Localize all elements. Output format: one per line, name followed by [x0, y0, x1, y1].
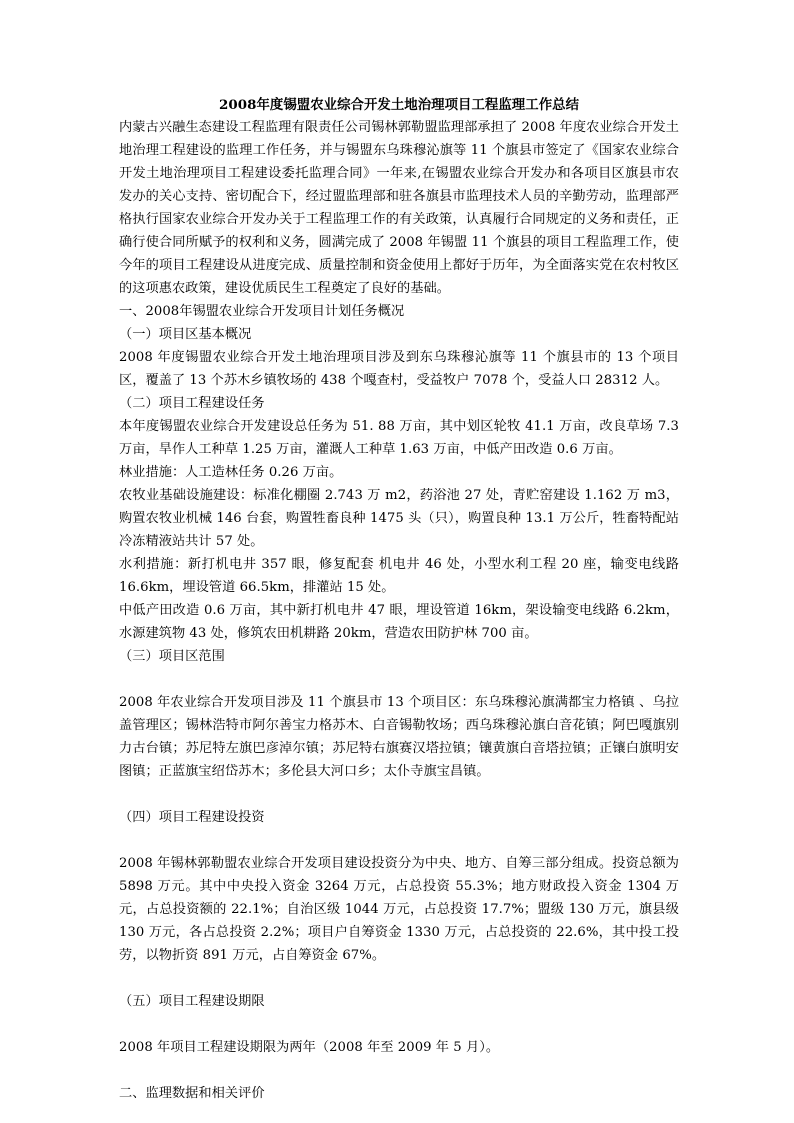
- spacer: [119, 1013, 679, 1036]
- document-title: 2008年度锡盟农业综合开发土地治理项目工程监理工作总结: [218, 97, 580, 113]
- section2-heading: 二、监理数据和相关评价: [119, 1086, 265, 1101]
- intro-paragraph: 内蒙古兴融生态建设工程监理有限责任公司锡林郭勒盟监理部承担了 2008 年度农业综合开发土地治理工程建设的监理工作任务，并与锡盟东乌珠穆沁旗等 11 个旗县市签定了《国家农业综合开发土地治理项目工程建设委托监理合同》一年来,在锡盟农业综合开发办和各项目区旗县市农发办的关心支持、密切配合下，经过盟监理部和驻各旗县市监理技术人员的辛勤劳动，监理部严格执行国家农业综合开发办关于工程监理工作的有关政策，认真履行合同规定的义务和责任，正确行使合同所赋予的权利和义务，圆满完成了 2008 年锡盟 11 个旗县的项目工程监理工作，使今年的项目工程建设从进度完成、质量控制和资金使用上都好于历年，为全面落实党在农村牧区的这项惠农政策，建设优质民生工程奠定了良好的基础。: [119, 120, 679, 296]
- spacer: [119, 829, 679, 852]
- lowfield-text: 中低产田改造 0.6 万亩，其中新打机电井 47 眼，埋设管道 16km，架设输变电线路 6.2km，水源建筑物 43 处，修筑农田机耕路 20km，营造农田防护林 700 亩。: [119, 603, 679, 641]
- infrastructure-text: 农牧业基础设施建设：标准化棚圈 2.743 万 m2，药浴池 27 处，青贮窑建设 1.162 万 m3，购置农牧业机械 146 台套，购置牲畜良种 1475 头（只），购置良种 13.1 万公斤，牲畜特配站冷冻精液站共计 57 处。: [119, 488, 679, 549]
- sub2-text: 本年度锡盟农业综合开发建设总任务为 51. 88 万亩，其中划区轮牧 41.1 万亩，改良草场 7.3 万亩，旱作人工种草 1.25 万亩，灌溉人工种草 1.63 万亩，中低产田改造 0.6 万亩。: [119, 419, 679, 457]
- spacer: [119, 668, 679, 691]
- document-page: [119, 96, 679, 1105]
- section1-heading: 一、2008年锡盟农业综合开发项目计划任务概况: [119, 304, 405, 319]
- spacer: [119, 783, 679, 806]
- sub2-heading: （二）项目工程建设任务: [119, 396, 265, 411]
- spacer: [119, 967, 679, 990]
- spacer: [119, 1059, 679, 1082]
- sub3-text: 2008 年农业综合开发项目涉及 11 个旗县市 13 个项目区：东乌珠穆沁旗满都宝力格镇 、乌拉盖管理区；锡林浩特市阿尔善宝力格苏木、白音锡勒牧场；西乌珠穆沁旗白音花镇；阿巴嘎旗别力古台镇；苏尼特左旗巴彦淖尔镇；苏尼特右旗赛汉塔拉镇；镶黄旗白音塔拉镇；正镶白旗明安图镇；正蓝旗宝绍岱苏木；多伦县大河口乡；太仆寺旗宝昌镇。: [119, 695, 679, 779]
- forestry-text: 林业措施：人工造林任务 0.26 万亩。: [119, 465, 343, 480]
- sub5-text: 2008 年项目工程建设期限为两年（2008 年至 2009 年 5 月）。: [119, 1040, 500, 1055]
- sub1-heading: （一）项目区基本概况: [119, 327, 252, 342]
- sub5-heading: （五）项目工程建设期限: [119, 994, 265, 1009]
- sub4-heading: （四）项目工程建设投资: [119, 810, 265, 825]
- sub1-text: 2008 年度锡盟农业综合开发土地治理项目涉及到东乌珠穆沁旗等 11 个旗县市的 13 个项目区，覆盖了 13 个苏木乡镇牧场的 438 个嘎查村，受益牧户 7078 个，受益人口 28312 人。: [119, 350, 679, 388]
- sub3-heading: （三）项目区范围: [119, 649, 225, 664]
- sub4-text: 2008 年锡林郭勒盟农业综合开发项目建设投资分为中央、地方、自筹三部分组成。投资总额为 5898 万元。其中中央投入资金 3264 万元，占总投资 55.3%；地方财政投入资金 1304 万元，占总投资额的 22.1%；自治区级 1044 万元，占总投资 17.7%；盟级 130 万元，旗县级 130 万元，各占总投资 2.2%；项目户自筹资金 1330 万元，占总投资的 22.6%，其中投工投劳，以物折资 891 万元，占自筹资金 67%。: [119, 856, 679, 963]
- water-text: 水利措施：新打机电井 357 眼，修复配套 机电井 46 处，小型水利工程 20 座，输变电线路 16.6km，埋设管道 66.5km，排灌站 15 处。: [119, 557, 679, 595]
